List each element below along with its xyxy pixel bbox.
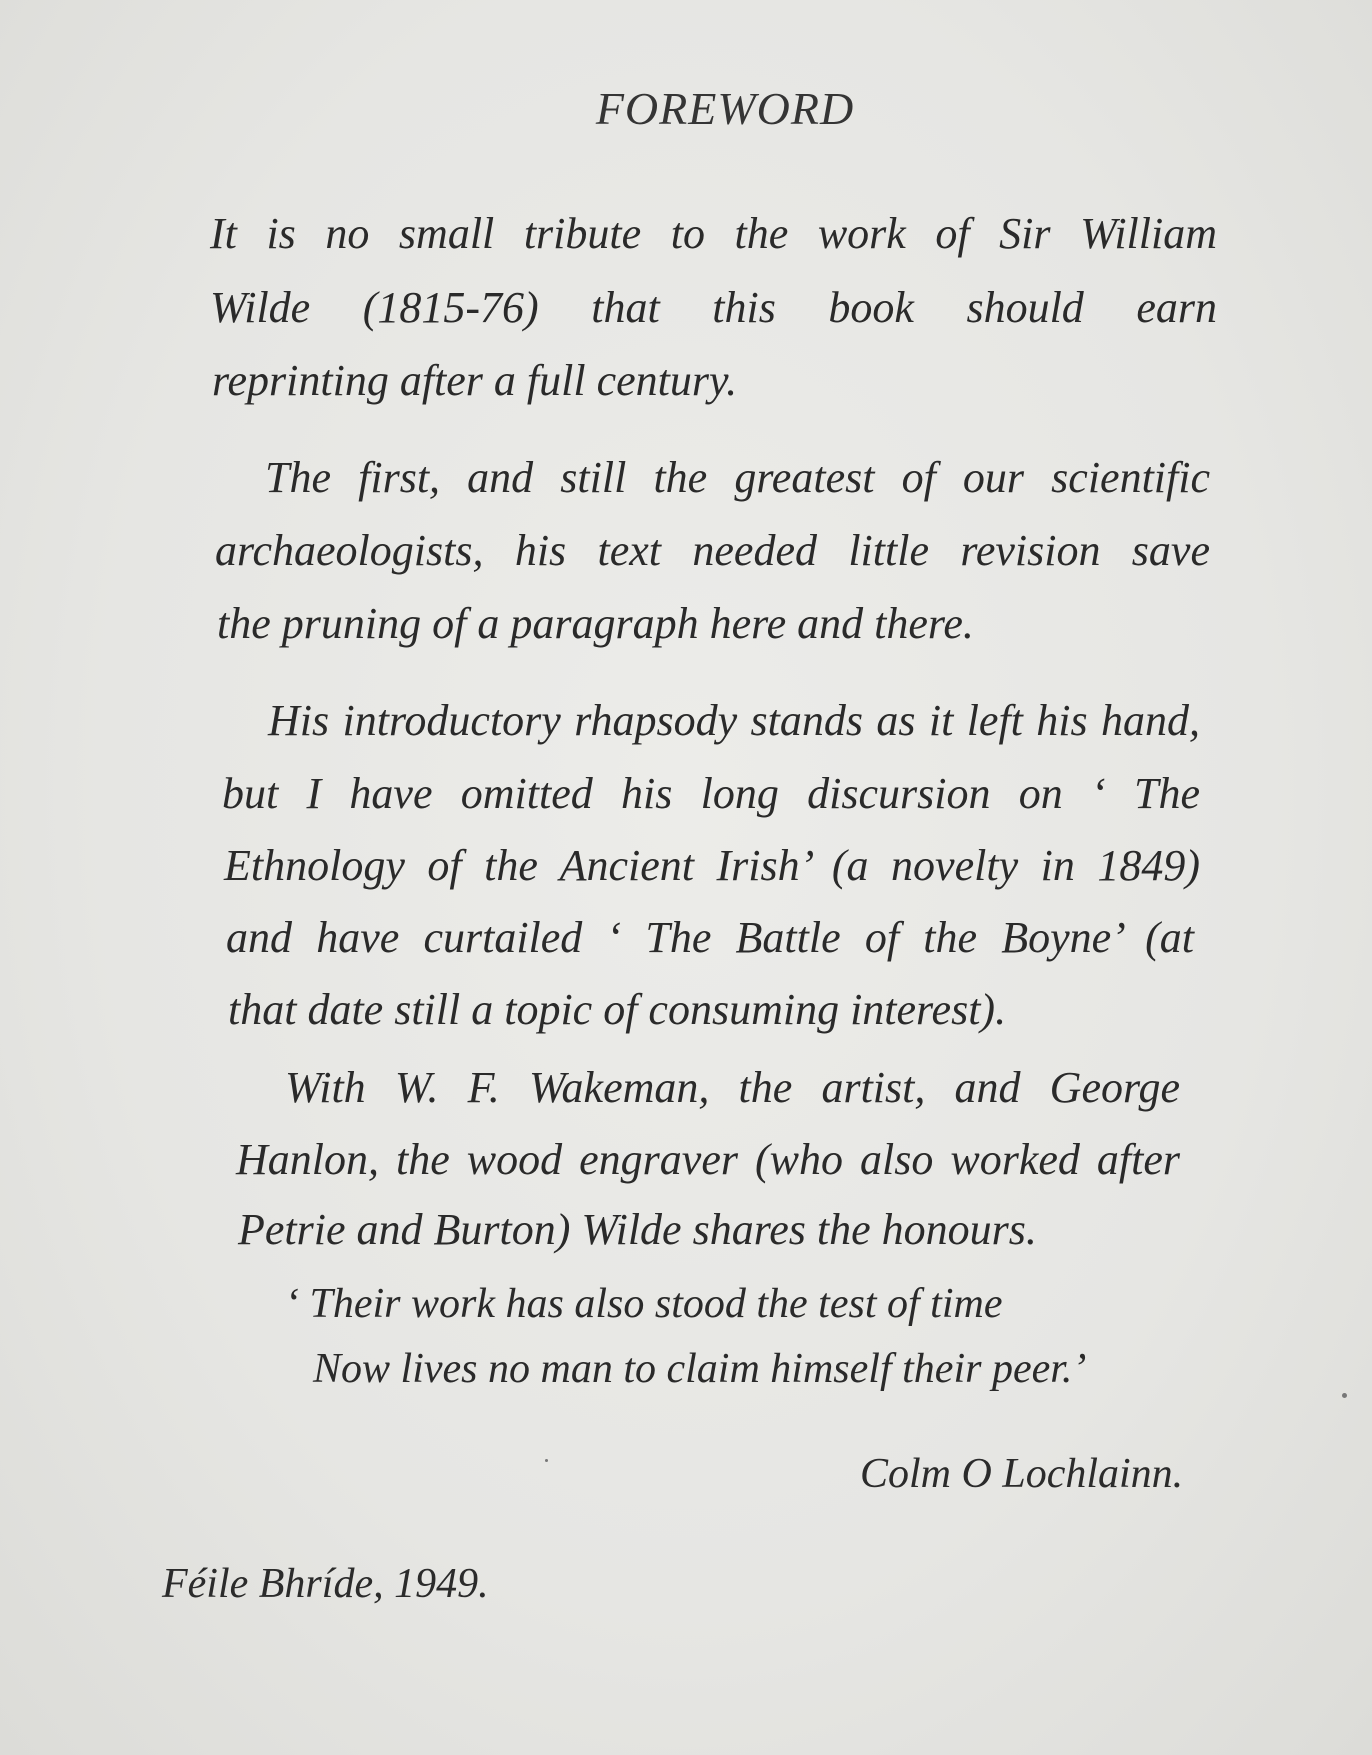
paragraph-1-line-3: reprinting after a full century.	[212, 356, 738, 405]
paragraph-3-line-3: Ethnology of the Ancient Irish’ (a novelty in 1849)	[224, 841, 1200, 890]
date-line: Féile Bhríde, 1949.	[162, 1561, 489, 1607]
quote-line-1: ‘ Their work has also stood the test of time	[285, 1281, 1003, 1327]
paragraph-3-line-4: and have curtailed ‘ The Battle of the Boyne’ (at	[226, 913, 1194, 962]
signature: Colm O Lochlainn.	[860, 1451, 1184, 1497]
paragraph-4-line-2: Hanlon, the wood engraver (who also worked after	[236, 1135, 1180, 1184]
paragraph-4-line-1: With W. F. Wakeman, the artist, and George	[285, 1063, 1180, 1112]
paragraph-3-line-2: but I have omitted his long discursion on ‘ The	[222, 769, 1200, 818]
paper-speck	[1342, 1393, 1347, 1398]
paragraph-3-line-5: that date still a topic of consuming interest).	[228, 985, 1007, 1034]
paragraph-4-line-3: Petrie and Burton) Wilde shares the honours.	[238, 1205, 1037, 1254]
paragraph-3-line-1: His introductory rhapsody stands as it left his hand,	[268, 696, 1200, 745]
page-title: FOREWORD	[595, 83, 855, 134]
paper-speck	[545, 1459, 548, 1462]
paragraph-2-line-3: the pruning of a paragraph here and there.	[217, 599, 974, 648]
paragraph-1-line-2: Wilde (1815-76) that this book should earn	[210, 283, 1217, 332]
quote-line-2: Now lives no man to claim himself their peer.’	[313, 1346, 1087, 1392]
paragraph-1-line-1: It is no small tribute to the work of Sir William	[210, 209, 1217, 258]
paragraph-2-line-1: The first, and still the greatest of our scientific	[265, 453, 1210, 502]
paragraph-2-line-2: archaeologists, his text needed little revision save	[215, 526, 1210, 575]
